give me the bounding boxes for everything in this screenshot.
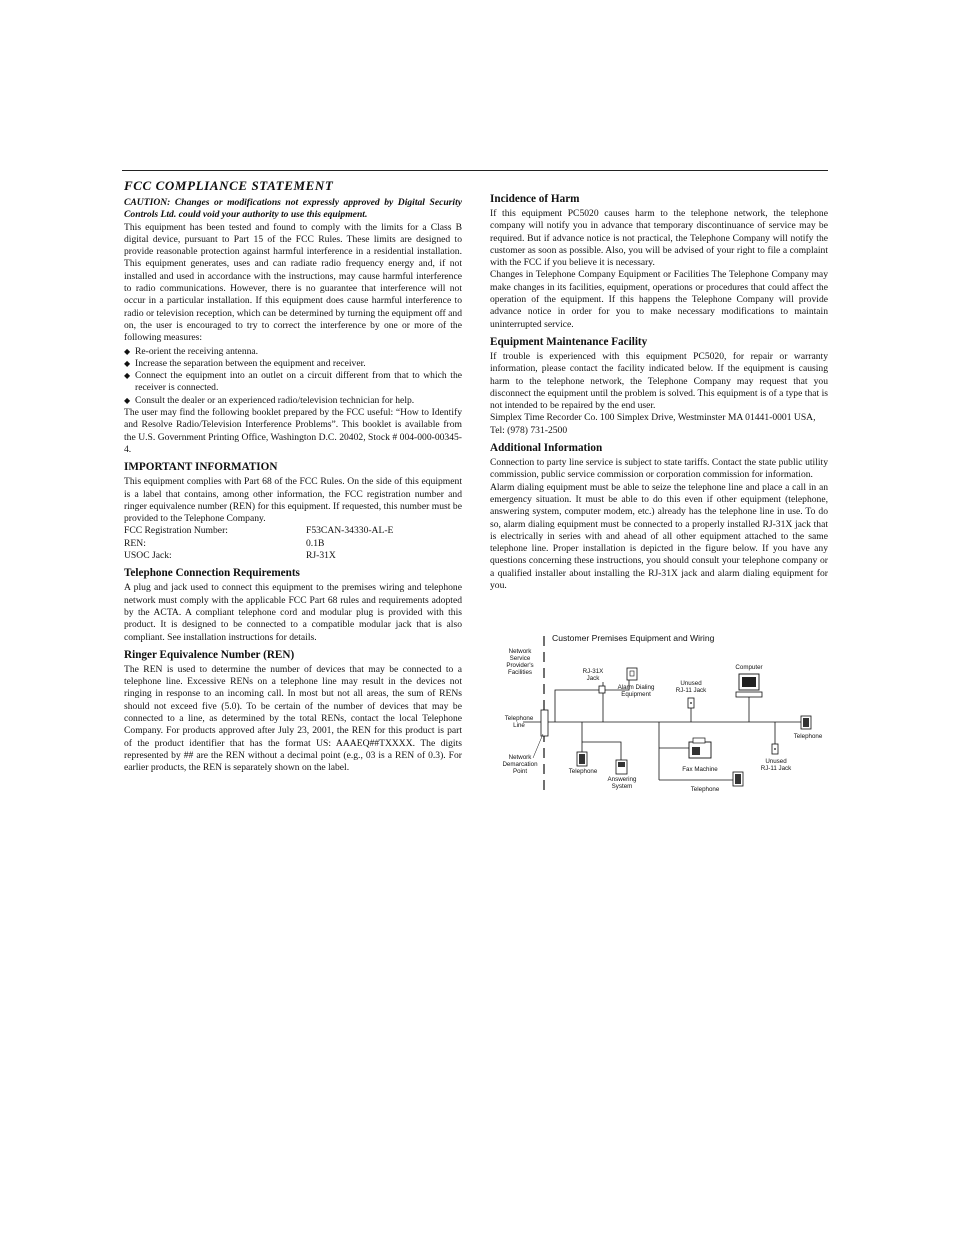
caution-text: CAUTION: Changes or modifications not expressly approved by Digital Security Controls Ltd. could void your authority to use this equipment. [124, 197, 462, 221]
additional-paragraph-1: Connection to party line service is subject to state tariffs. Contact the state public utility commission, public service commission or corporation commission for information. [490, 457, 828, 481]
changes-paragraph: Changes in Telephone Company Equipment or Facilities The Telephone Company may make changes in its facilities, equipment, operations or procedures that could affect the operation of the equipment. If this happens the Telephone Company will provide advance notice in order for you to make necessary modifications to maintain uninterrupted service. [490, 269, 828, 330]
top-rule [122, 170, 828, 171]
computer-base-icon [736, 692, 762, 697]
list-item: ◆ Connect the equipment into an outlet on a circuit different from that to which the receiver is connected. [124, 370, 462, 394]
info-row [124, 525, 462, 537]
label-line: Provider's [506, 662, 534, 669]
info-value: RJ-31X [306, 550, 336, 562]
diamond-bullet-icon: ◆ [124, 371, 131, 381]
left-column [124, 178, 462, 774]
harm-paragraph: If this equipment PC5020 causes harm to the telephone network, the telephone company will notify you in advance that temporary discontinuance of service may be required. But if advance notice is not practical, the Telephone Company will notify the customer as soon as possible. Also, you will be advised of your right to file a complaint with the FCC if you believe it is necessary. [490, 208, 828, 269]
unused-jack-2-dot [774, 748, 776, 750]
list-item: ◆ Consult the dealer or an experienced radio/television technician for help. [124, 394, 415, 406]
list-item: ◆ Increase the separation between the equipment and receiver. [124, 357, 366, 369]
ren-heading: Ringer Equivalence Number (REN) [124, 648, 295, 661]
answering-label [602, 776, 642, 790]
important-paragraph: This equipment complies with Part 68 of the FCC Rules. On the side of this equipment is a label that contains, among other information, the FCC registration number and ringer equivalence number (REN) for this equipment. If requested, this number must be provided to the Telephone Company. [124, 476, 462, 525]
diamond-bullet-icon: ◆ [124, 358, 131, 368]
ren-paragraph: The REN is used to determine the number of devices that may be connected to a telephone line. Excessive RENs on a telephone line may result in the devices not ringing in response to an incoming call. In most but not all areas, the sum of RENs should not exceed five (5.0). To be certain of the number of devices that may be connected to a line, as determined by the total RENs, contact the local Telephone Company. For products approved after July 23, 2001, the REN for this product is part of the product identifier that has the format US: AAAEQ##TXXXX. The digits represented by ## are the REN without a decimal point (e.g., 03 is a REN of 0.3). For earlier products, the REN is separately shown on the label. [124, 663, 462, 774]
maintenance-paragraph: If trouble is experienced with this equipment PC5020, for repair or warranty information, please contact the facility indicated below. If the equipment is causing harm to the telephone network, the Telephone Company may request that you disconnect the equipment until the problem is solved. This equipment is of a type that is not intended to be repaired by the end user. [490, 350, 828, 412]
info-value: F53CAN-34330-AL-E [306, 525, 394, 537]
info-key: FCC Registration Number: [124, 525, 228, 537]
info-row [124, 550, 462, 562]
computer-screen [742, 677, 756, 687]
label-line: Equipment [621, 691, 651, 698]
list-item: ◆ Re-orient the receiving antenna. [124, 345, 259, 357]
alarm-panel-icon [627, 668, 637, 680]
rj31x-wire [555, 682, 603, 722]
address-paragraph: Simplex Time Recorder Co. 100 Simplex Drive, Westminster MA 01441-0001 USA, Tel: (978) 731-2500 [490, 412, 816, 436]
label-line: Line [513, 722, 525, 729]
label-line: Facilities [507, 669, 533, 676]
booklet-paragraph: The user may find the following booklet prepared by the FCC useful: “How to Identify and Resolve Radio/Television Interference Problems”. This booklet is available from the U.S. Government Printing Office, Washington D.C. 20402, Stock # 004-000-00345-4. [124, 407, 462, 455]
important-heading: IMPORTANT INFORMATION [124, 461, 278, 474]
network-provider-label [501, 648, 539, 676]
label-line: Answering [607, 776, 637, 783]
wiring-diagram-svg [493, 630, 829, 798]
maintenance-heading: Equipment Maintenance Facility [490, 335, 648, 348]
fax-paper [693, 738, 705, 743]
telephone-right-body [803, 718, 809, 727]
alarm-label [611, 684, 661, 698]
network-interface-box [541, 710, 548, 736]
label-line: RJ-31X [582, 668, 604, 675]
right-column [490, 193, 828, 592]
answering-wire [582, 742, 621, 760]
additional-paragraph-2: Alarm dialing equipment must be able to seize the telephone line and place a call in an emergency situation. It must be able to do this even if other equipment (telephone, answering system, computer modem, etc.) already has the telephone line in use. To do so, alarm dialing equipment must be connected to a properly installed RJ-31X jack that is electrically in series with and ahead of all other equipment attached to the same telephone line. Proper installation is depicted in the figure below. If you have any questions concerning these instructions, you should consult your telephone company or a qualified installer about installing the RJ-31X jack and alarm dialing equipment for you. [490, 481, 828, 592]
fax-label: Fax Machine [682, 766, 718, 773]
info-key: REN: [124, 537, 146, 549]
telephone-c-label: Telephone [793, 733, 823, 740]
unused-jack-dot [690, 702, 692, 704]
label-line: Service [509, 655, 531, 662]
label-line: Telephone [504, 715, 534, 722]
harm-heading: Incidence of Harm [490, 193, 580, 205]
label-line: Alarm Dialing [617, 684, 655, 691]
diamond-bullet-icon: ◆ [124, 346, 131, 356]
label-line: Jack [586, 675, 600, 682]
fax-keypad [692, 747, 700, 755]
label-line: Network [508, 648, 532, 655]
telephone-a-body [579, 754, 585, 764]
label-line: Unused [765, 758, 787, 765]
rj31x-label [578, 668, 608, 682]
additional-heading: Additional Information [490, 442, 603, 455]
info-value: 0.1B [306, 537, 325, 549]
fcc-title: FCC COMPLIANCE STATEMENT [124, 178, 334, 193]
label-line: System [611, 783, 633, 790]
intro-paragraph: This equipment has been tested and found to comply with the limits for a Class B digital device, pursuant to Part 15 of the FCC Rules. These limits are designed to provide reasonable protection against harmful interference in a residential installation. This equipment generates, uses and can radiate radio frequency energy and, if not installed and used in accordance with the instructions, may cause harmful interference to radio communications. However, there is no guarantee that interference will not occur in a particular installation. If this equipment does cause harmful interference to radio or television reception, which can be determined by turning the equipment off and on, the user is encouraged to try to correct the interference by one or more of the following measures: [124, 221, 462, 344]
tcr-heading: Telephone Connection Requirements [124, 567, 300, 580]
telephone-b-body [735, 774, 741, 784]
wiring-diagram [493, 630, 829, 798]
info-row [124, 538, 462, 550]
diagram-title: Customer Premises Equipment and Wiring [552, 633, 715, 643]
label-line: Network [508, 754, 532, 761]
unused-jack-label [671, 680, 711, 694]
label-line: Point [512, 768, 528, 775]
label-line: RJ-11 Jack [760, 765, 792, 772]
label-line: RJ-11 Jack [675, 687, 707, 694]
label-line: Demarcation [502, 761, 538, 768]
label-line: Unused [680, 680, 702, 687]
telephone-b-label: Telephone [690, 786, 720, 793]
telephone-line-label [499, 715, 539, 729]
diamond-bullet-icon: ◆ [124, 395, 131, 405]
info-key: USOC Jack: [124, 550, 172, 562]
tcr-paragraph: A plug and jack used to connect this equipment to the premises wiring and telephone network must comply with the applicable FCC Part 68 rules and requirements adopted by the ACTA. A compliant telephone cord and modular plug is provided with this product. It is designed to be connected to a compatible modular jack that is also compliant. See installation instructions for details. [124, 582, 462, 643]
rj31x-jack-icon [599, 686, 605, 693]
answering-detail [618, 762, 625, 767]
computer-label: Computer [735, 664, 763, 671]
measures-list [124, 346, 462, 407]
demarcation-label [499, 754, 541, 775]
unused-jack-2-label [755, 758, 797, 772]
telephone-a-label: Telephone [568, 768, 598, 775]
